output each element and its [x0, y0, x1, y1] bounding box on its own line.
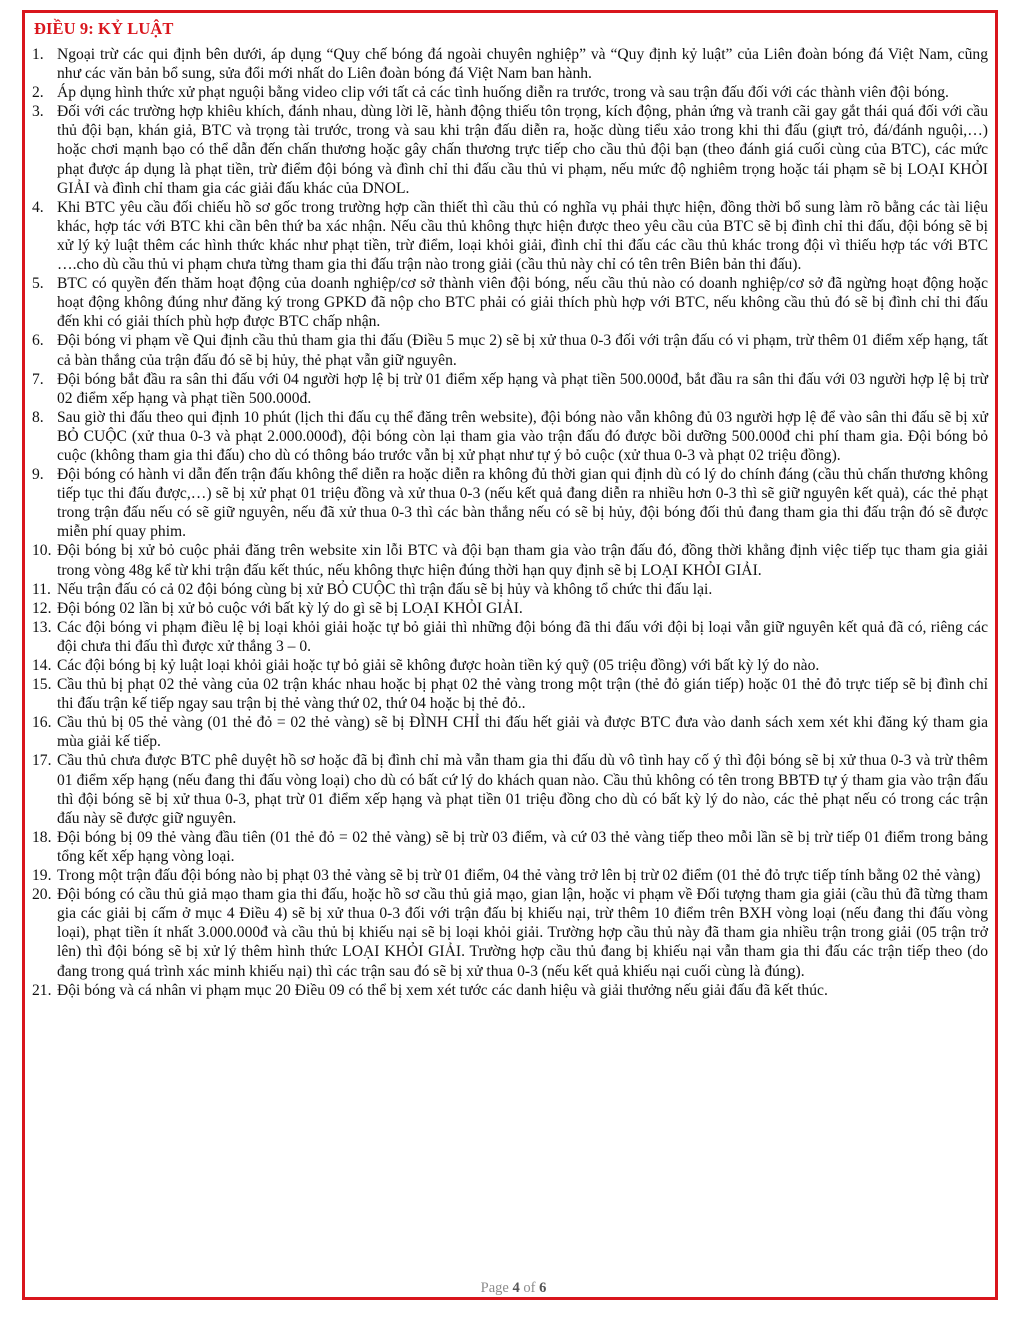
- rule-number: 19.: [32, 867, 52, 885]
- rule-item: [32, 713, 988, 751]
- footer-middle: of: [519, 1280, 540, 1296]
- rule-text: Cầu thủ bị 05 thẻ vàng (01 thẻ đỏ = 02 thẻ vàng) sẽ bị ĐÌNH CHỈ thi đấu hết giải và được BTC đưa vào danh sách xem xét khi đăng ký tham gia mùa giải kế tiếp.: [57, 714, 988, 751]
- rule-item: [32, 656, 988, 675]
- rule-item: [32, 599, 988, 618]
- rule-number: 11.: [32, 580, 51, 598]
- rule-text: Đội bóng có hành vi dẫn đến trận đấu không thể diễn ra hoặc diễn ra không đủ thời gian qui định dù có lý do chính đáng (cầu thủ chấn thương không tiếp tục thi đấu được,…) sẽ bị xử phạt 01 triệu đồng và xử thua 0-3 (nếu kết quả đang diễn ra nhiều hơn 0-3 thì sẽ giữ nguyên kết quả), các thẻ phạt trong trận đấu nếu có sẽ giữ nguyên, nếu đã xử thua 0-3 thì các bàn thắng nếu có sẽ bị hủy, đội bóng đối thủ đang tham gia thi đấu trận đó sẽ được miễn phí quay phim.: [57, 466, 988, 541]
- rule-item: [32, 828, 988, 866]
- rule-number: 17.: [32, 752, 52, 770]
- rule-number: 14.: [32, 657, 52, 674]
- rule-text: Đối với các trường hợp khiêu khích, đánh nhau, dùng lời lẽ, hành động thiếu tôn trọng, kích động, phản ứng và tranh cãi gay gắt thái quá đối với cầu thủ đội bạn, khán giả, BTC và trọng tài trước, trong và sau khi trận đấu diễn ra, hoặc dùng tiểu xảo trong khi thi đấu (giựt trỏ, đá/đánh nguội,…) hoặc chơi mạnh bạo có thể dẫn đến chấn thương hoặc gây chấn thương trực tiếp cho cầu thủ đội bạn (theo đánh giá cuối cùng của BTC), các mức phạt được áp dụng là phạt tiền, trừ điểm đội bóng và đình chỉ thi đấu cầu thủ vi phạm, nếu mức độ nghiêm trọng hoặc tái phạm sẽ bị LOẠI KHỎI GIẢI và đình chỉ tham gia các giải đấu khác của DNOL.: [57, 103, 988, 197]
- rule-text: Đội bóng 02 lần bị xử bỏ cuộc với bất kỳ lý do gì sẽ bị LOẠI KHỎI GIẢI.: [57, 599, 523, 617]
- rule-item: [32, 751, 988, 827]
- rule-text: Ngoại trừ các qui định bên dưới, áp dụng “Quy chế bóng đá ngoài chuyên nghiệp” và “Quy định kỷ luật” của Liên đoàn bóng đá Việt Nam, cũng như các văn bản bổ sung, sửa đổi mới nhất do Liên đoàn bóng đá Việt Nam ban hành.: [57, 46, 988, 83]
- rule-number: 4.: [32, 198, 44, 216]
- rule-text: Các đội bóng vi phạm điều lệ bị loại khỏi giải hoặc tự bỏ giải thì những đội bóng đã thi đấu với đội bị loại vẫn giữ nguyên kết quả đã có, riêng các đội chưa thi đấu thì được xử thắng 3 – 0.: [57, 618, 988, 655]
- rule-item: [32, 102, 988, 197]
- rule-item: [32, 331, 988, 369]
- rule-text: Sau giờ thi đấu theo qui định 10 phút (lịch thi đấu cụ thể đăng trên website), đội bóng nào vẫn không đủ 03 người hợp lệ để vào sân thi đấu sẽ bị xử BỎ CUỘC (xử thua 0-3 và phạt 2.000.000đ), đội bóng còn lại tham gia vào trận đấu đó được bồi dưỡng 500.000đ chi phí tham gia. Đội bóng bỏ cuộc (không tham gia thi đấu) cho dù có thông báo trước vẫn bị xử phạt như tự ý bỏ cuộc (xử thua 0-3 và phạt 02 triệu đồng).: [57, 408, 988, 464]
- rule-number: 3.: [32, 103, 44, 121]
- rule-text: Nếu trận đấu có cả 02 đội bóng cùng bị xử BỎ CUỘC thì trận đấu sẽ bị hủy và không tổ chức thi đấu lại.: [57, 580, 713, 598]
- page-footer: [0, 1280, 1027, 1297]
- rule-item: [32, 408, 988, 465]
- total-pages-number: 6: [539, 1280, 547, 1296]
- rule-number: 12.: [32, 599, 52, 617]
- rule-number: 5.: [32, 275, 44, 293]
- rule-text: BTC có quyền đến thăm hoạt động của doanh nghiệp/cơ sở thành viên đội bóng, nếu cầu thủ nào có doanh nghiệp/cơ sở đã ngừng hoạt động hoặc hoạt động không đúng như đăng ký trong GPKD đã nộp cho BTC phải có giải thích phù hợp với BTC, nếu không cầu thủ đó sẽ bị đình chỉ thi đấu đến khi có giải thích phù hợp được BTC chấp nhận.: [57, 275, 988, 331]
- rule-item: [32, 370, 988, 408]
- rule-text: Đội bóng có cầu thủ giả mạo tham gia thi đấu, hoặc hồ sơ cầu thủ giả mạo, gian lận, hoặc vi phạm về Đối tượng tham gia giải (cầu thủ đã từng tham gia các giải bị cấm ở mục 4 Điều 4) sẽ bị xử thua 0-3 đối với trận đấu bị khiếu nại, trừ thêm 10 điểm trên BXH vòng loại (nếu đang thi đấu vòng loại), phạt tiền ít nhất 3.000.000đ và cầu thủ bị khiếu nại sẽ bị loại khỏi giải. Trường hợp cầu thủ này đã tham gia nhiều trận trong giải (05 trận trở lên) thì đội bóng sẽ bị xử lý thêm hình thức LOẠI KHỎI GIẢI. Trường hợp cầu thủ đang bị khiếu nại vẫn tham gia thi đấu các trận tiếp theo (do đang trong quá trình xác minh khiếu nại) thì các trận sau đó sẽ bị xử thua 0-3 (nếu kết quả khiếu nại cuối cùng là đúng).: [57, 886, 988, 980]
- rule-number: 9.: [32, 466, 44, 484]
- rule-number: 7.: [32, 370, 44, 388]
- rule-item: [32, 83, 988, 102]
- rule-item: [32, 675, 988, 713]
- rule-item: [32, 541, 988, 579]
- rule-text: Các đội bóng bị kỷ luật loại khỏi giải hoặc tự bỏ giải sẽ không được hoàn tiền ký quỹ (05 triệu đồng) với bất kỳ lý do nào.: [57, 657, 820, 674]
- rule-number: 18.: [32, 828, 52, 846]
- rule-number: 10.: [32, 542, 52, 560]
- rule-number: 8.: [32, 408, 44, 426]
- footer-prefix: Page: [480, 1280, 513, 1296]
- rule-number: 2.: [32, 84, 44, 102]
- rule-number: 16.: [32, 714, 52, 732]
- rule-text: Đội bóng vi phạm về Qui định cầu thủ tham gia thi đấu (Điều 5 mục 2) sẽ bị xử thua 0-3 đối với trận đấu có vi phạm, trừ thêm 01 điểm xếp hạng, tất cả bàn thắng của trận đấu đó sẽ bị hủy, thẻ phạt vẫn giữ nguyên.: [57, 332, 988, 369]
- rule-number: 1.: [32, 46, 44, 63]
- rule-number: 13.: [32, 618, 52, 636]
- section-heading: ĐIỀU 9: KỶ LUẬT: [34, 19, 174, 38]
- current-page-number: 4: [512, 1280, 520, 1296]
- rule-item: [32, 198, 988, 274]
- rule-text: Áp dụng hình thức xử phạt nguội bằng video clip với tất cả các tình huống diễn ra trước, trong và sau trận đấu đối với các thành viên đội bóng.: [57, 84, 949, 102]
- rule-number: 15.: [32, 676, 52, 694]
- rule-number: 21.: [32, 981, 52, 999]
- rule-number: 20.: [32, 886, 52, 904]
- rule-item: [32, 580, 988, 599]
- rule-number: 6.: [32, 332, 44, 350]
- rule-item: [32, 465, 988, 541]
- rule-item: [32, 45, 988, 83]
- rule-item: [32, 981, 988, 1000]
- rule-text: Đội bóng bị 09 thẻ vàng đầu tiên (01 thẻ đỏ = 02 thẻ vàng) sẽ bị trừ 03 điểm, và cứ 03 thẻ vàng tiếp theo mỗi lần sẽ bị trừ tiếp 01 điểm trong bảng tổng kết xếp hạng vòng loại.: [57, 828, 988, 865]
- rule-text: Đội bóng bị xử bỏ cuộc phải đăng trên website xin lỗi BTC và đội bạn tham gia vào trận đấu đó, đồng thời khẳng định việc tiếp tục tham gia giải trong vòng 48g kể từ khi trận đấu kết thúc, nếu không thực hiện đúng thời hạn quy định sẽ bị LOẠI KHỎI GIẢI.: [57, 542, 988, 579]
- rule-text: Cầu thủ chưa được BTC phê duyệt hồ sơ hoặc đã bị đình chỉ mà vẫn tham gia thi đấu dù vô tình hay cố ý thì đội bóng sẽ bị xử thua 0-3 và trừ thêm 01 điểm xếp hạng (nếu đang thi đấu vòng loại) cho dù có bất cứ lý do khách quan nào. Cầu thủ không có tên trong BBTĐ tự ý tham gia vào trận đấu thì đội bóng sẽ bị xử thua 0-3, phạt trừ 01 điểm xếp hạng và phạt tiền 01 triệu đồng cho dù có bất kỳ lý do nào, các thẻ phạt nếu có trong các trận đấu này sẽ được giữ nguyên.: [57, 752, 988, 827]
- rule-item: [32, 618, 988, 656]
- rule-item: [32, 866, 988, 885]
- rule-text: Cầu thủ bị phạt 02 thẻ vàng của 02 trận khác nhau hoặc bị phạt 02 thẻ vàng trong một trận (thẻ đỏ gián tiếp) hoặc 01 thẻ đỏ trực tiếp sẽ bị đình chỉ thi đấu trận kế tiếp ngay sau trận bị thẻ vàng thứ 02, thứ 04 hoặc bị thẻ đỏ..: [57, 676, 988, 713]
- rule-text: Khi BTC yêu cầu đối chiếu hồ sơ gốc trong trường hợp cần thiết thì cầu thủ có nghĩa vụ phải thực hiện, đồng thời bổ sung làm rõ bằng các tài liệu khác, hợp tác với BTC khi cần bên thứ ba xác nhận. Nếu cầu thủ không thực hiện được theo yêu cầu của BTC sẽ bị đình chỉ thi đấu, đội bóng sẽ bị xử lý kỷ luật thêm các hình thức khác như phạt tiền, trừ điểm, loại khỏi giải, đình chỉ thi đấu các cầu thủ khác trong đội vì thiếu hợp tác với BTC ….cho dù cầu thủ vi phạm chưa từng tham gia thi đấu trận nào trong giải (cầu thủ này chỉ có tên trên Biên bản thi đấu).: [57, 198, 988, 274]
- rule-text: Đội bóng bắt đầu ra sân thi đấu với 04 người hợp lệ bị trừ 01 điểm xếp hạng và phạt tiền 500.000đ, bắt đầu ra sân thi đấu với 03 người hợp lệ bị trừ 02 điểm xếp hạng và phạt tiền 500.000đ.: [57, 370, 988, 407]
- rule-text: Trong một trận đấu đội bóng nào bị phạt 03 thẻ vàng sẽ bị trừ 01 điểm, 04 thẻ vàng trở lên bị trừ 02 điểm (01 thẻ đỏ trực tiếp tính bằng 02 thẻ vàng): [57, 867, 981, 885]
- rule-item: [32, 885, 988, 980]
- rules-list: [32, 45, 988, 1000]
- rule-text: Đội bóng và cá nhân vi phạm mục 20 Điều 09 có thể bị xem xét tước các danh hiệu và giải thưởng nếu giải đấu đã kết thúc.: [57, 981, 828, 999]
- rule-item: [32, 274, 988, 331]
